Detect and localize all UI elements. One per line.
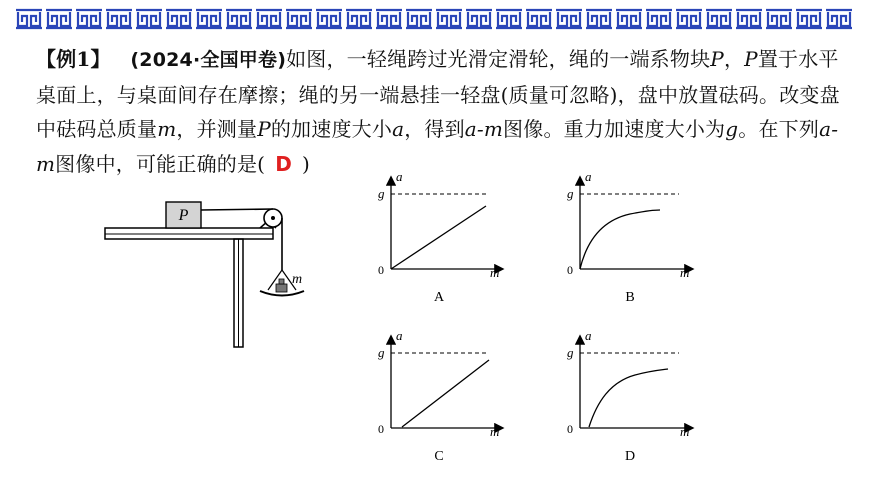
problem-text: 的加速度大小 (270, 117, 393, 141)
rope-horizontal (201, 209, 273, 210)
graph-b (555, 170, 725, 315)
g-tick-label: g (567, 186, 574, 201)
graph-caption: A (433, 290, 445, 305)
exam-source: (2024·全国甲卷) (130, 49, 287, 71)
g-tick-label: g (567, 345, 574, 360)
graph-caption: B (625, 290, 635, 305)
origin-label: 0 (378, 422, 384, 436)
greek-key-border (0, 6, 870, 32)
mass-label: m (292, 272, 303, 287)
var-p: P (257, 117, 271, 141)
y-axis-label: a (396, 170, 403, 184)
var-p: P (744, 47, 758, 71)
block-label: P (178, 207, 189, 224)
curve-b (580, 210, 660, 269)
graph-caption: C (434, 449, 444, 464)
origin-label: 0 (567, 422, 573, 436)
problem-text: ，得到 (404, 117, 465, 141)
graph-d (555, 330, 725, 475)
curve-d (589, 369, 668, 427)
problem-text: 。在下列 (738, 117, 820, 141)
problem-text: ，并测量 (176, 117, 258, 141)
y-axis-label: a (585, 330, 592, 343)
origin-label: 0 (378, 263, 384, 277)
problem-text: 如图，一轻绳跨过光滑定滑轮，绳的一端系物块 (286, 47, 711, 71)
x-axis-label: m (680, 265, 690, 280)
x-axis-label: m (680, 424, 690, 439)
problem-text: 图像。重力加速度大小为 (503, 117, 726, 141)
example-label: 【例1】 (36, 47, 111, 71)
problem-text: 置于水平桌面上，与桌面间存在摩擦；绳的另一端悬挂一轻盘(质量可忽略)，盘中放置砝码。改变盘中砝码总质量 (36, 47, 840, 141)
apparatus-figure (100, 190, 400, 360)
g-tick-label: g (378, 186, 385, 201)
y-axis-label: a (585, 170, 592, 184)
problem-text: ) (302, 151, 311, 176)
x-axis-label: m (490, 424, 500, 439)
var-p: P (710, 47, 724, 71)
problem-text: 图像中，可能正确的是( (55, 151, 266, 176)
problem-text: ， (723, 47, 745, 71)
x-axis-label: m (490, 265, 500, 280)
graph-a (365, 170, 535, 315)
graph-c (365, 330, 535, 475)
var-a-m: a-m (36, 117, 839, 176)
curve-c (402, 360, 489, 427)
g-tick-label: g (378, 345, 385, 360)
answer: D (275, 151, 292, 176)
var-m: m (157, 117, 177, 141)
problem-statement (36, 42, 848, 181)
curve-a (391, 206, 486, 269)
weights (276, 284, 287, 292)
y-axis-label: a (396, 330, 403, 343)
var-g: g (725, 117, 739, 141)
var-a: a (392, 117, 405, 141)
origin-label: 0 (567, 263, 573, 277)
graph-caption: D (624, 449, 636, 464)
var-a-m: a-m (464, 117, 504, 141)
